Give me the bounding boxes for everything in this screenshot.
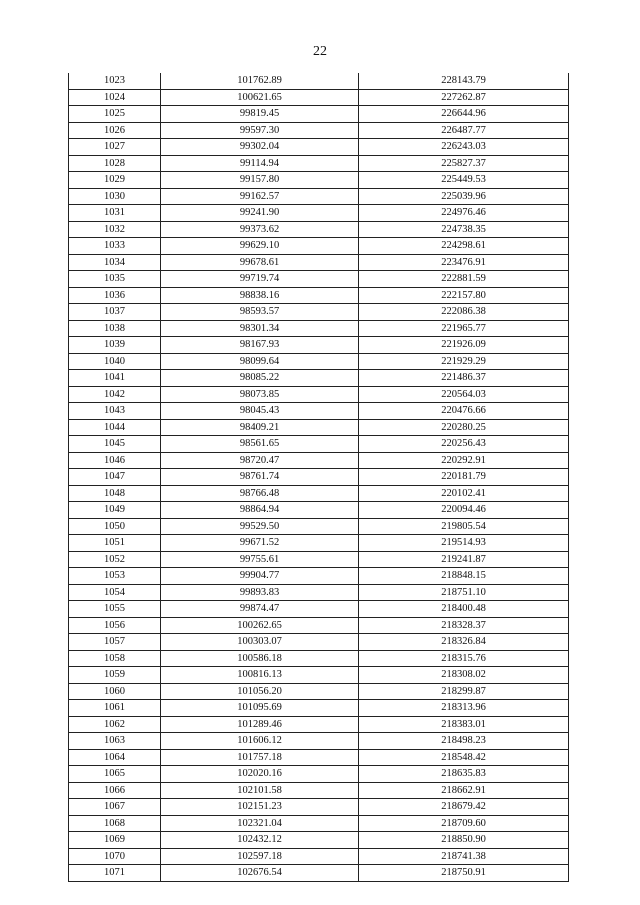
table-row [69,716,569,733]
point-number-cell: 1045 [69,436,161,453]
point-number-cell: 1033 [69,238,161,255]
y-coordinate-cell: 220476.66 [359,403,569,420]
table-row [69,485,569,502]
y-coordinate-cell: 218383.01 [359,716,569,733]
x-coordinate-cell: 99719.74 [161,271,359,288]
y-coordinate-cell: 226487.77 [359,122,569,139]
table-row [69,848,569,865]
y-coordinate-cell: 218850.90 [359,832,569,849]
x-coordinate-cell: 98167.93 [161,337,359,354]
x-coordinate-cell: 98720.47 [161,452,359,469]
point-number-cell: 1067 [69,799,161,816]
table-row [69,337,569,354]
table-row [69,634,569,651]
point-number-cell: 1070 [69,848,161,865]
y-coordinate-cell: 221486.37 [359,370,569,387]
table-row [69,733,569,750]
table-row [69,832,569,849]
point-number-cell: 1057 [69,634,161,651]
x-coordinate-cell: 99755.61 [161,551,359,568]
y-coordinate-cell: 225827.37 [359,155,569,172]
point-number-cell: 1046 [69,452,161,469]
point-number-cell: 1026 [69,122,161,139]
x-coordinate-cell: 101762.89 [161,73,359,89]
table-row [69,370,569,387]
point-number-cell: 1059 [69,667,161,684]
x-coordinate-cell: 102020.16 [161,766,359,783]
x-coordinate-cell: 101289.46 [161,716,359,733]
point-number-cell: 1042 [69,386,161,403]
y-coordinate-cell: 225449.53 [359,172,569,189]
point-number-cell: 1053 [69,568,161,585]
y-coordinate-cell: 224976.46 [359,205,569,222]
table-row [69,254,569,271]
point-number-cell: 1037 [69,304,161,321]
x-coordinate-cell: 99529.50 [161,518,359,535]
x-coordinate-cell: 98761.74 [161,469,359,486]
x-coordinate-cell: 98838.16 [161,287,359,304]
point-number-cell: 1071 [69,865,161,882]
point-number-cell: 1044 [69,419,161,436]
point-number-cell: 1055 [69,601,161,618]
y-coordinate-cell: 222086.38 [359,304,569,321]
table-row [69,139,569,156]
y-coordinate-cell: 223476.91 [359,254,569,271]
table-row [69,502,569,519]
point-number-cell: 1032 [69,221,161,238]
table-row [69,667,569,684]
x-coordinate-cell: 99157.80 [161,172,359,189]
x-coordinate-cell: 98864.94 [161,502,359,519]
table-row [69,568,569,585]
table-row [69,766,569,783]
y-coordinate-cell: 219805.54 [359,518,569,535]
point-number-cell: 1024 [69,89,161,106]
x-coordinate-cell: 102676.54 [161,865,359,882]
x-coordinate-cell: 100586.18 [161,650,359,667]
point-number-cell: 1047 [69,469,161,486]
y-coordinate-cell: 221926.09 [359,337,569,354]
x-coordinate-cell: 99373.62 [161,221,359,238]
table-row [69,782,569,799]
x-coordinate-cell: 99819.45 [161,106,359,123]
y-coordinate-cell: 218326.84 [359,634,569,651]
point-number-cell: 1054 [69,584,161,601]
x-coordinate-cell: 102101.58 [161,782,359,799]
x-coordinate-cell: 98593.57 [161,304,359,321]
table-row [69,188,569,205]
table-row [69,205,569,222]
y-coordinate-cell: 225039.96 [359,188,569,205]
point-number-cell: 1069 [69,832,161,849]
table-row [69,271,569,288]
table-row [69,221,569,238]
table-row [69,650,569,667]
point-number-cell: 1036 [69,287,161,304]
x-coordinate-cell: 99893.83 [161,584,359,601]
y-coordinate-cell: 219241.87 [359,551,569,568]
x-coordinate-cell: 101095.69 [161,700,359,717]
point-number-cell: 1056 [69,617,161,634]
x-coordinate-cell: 98561.65 [161,436,359,453]
x-coordinate-cell: 99678.61 [161,254,359,271]
y-coordinate-cell: 227262.87 [359,89,569,106]
x-coordinate-cell: 99671.52 [161,535,359,552]
point-number-cell: 1050 [69,518,161,535]
x-coordinate-cell: 98766.48 [161,485,359,502]
table-row [69,172,569,189]
table-row [69,89,569,106]
table-row [69,238,569,255]
point-number-cell: 1040 [69,353,161,370]
y-coordinate-cell: 218709.60 [359,815,569,832]
coordinates-table-body [69,73,569,881]
point-number-cell: 1041 [69,370,161,387]
point-number-cell: 1030 [69,188,161,205]
table-row [69,155,569,172]
page-number: 22 [313,44,327,59]
y-coordinate-cell: 219514.93 [359,535,569,552]
table-row [69,584,569,601]
point-number-cell: 1034 [69,254,161,271]
x-coordinate-cell: 100621.65 [161,89,359,106]
point-number-cell: 1063 [69,733,161,750]
point-number-cell: 1035 [69,271,161,288]
y-coordinate-cell: 222157.80 [359,287,569,304]
table-row [69,749,569,766]
y-coordinate-cell: 220102.41 [359,485,569,502]
coordinates-table [68,73,569,882]
point-number-cell: 1062 [69,716,161,733]
coordinates-table-container [68,73,568,882]
table-row [69,304,569,321]
table-row [69,386,569,403]
x-coordinate-cell: 99241.90 [161,205,359,222]
y-coordinate-cell: 218308.02 [359,667,569,684]
x-coordinate-cell: 100816.13 [161,667,359,684]
x-coordinate-cell: 100303.07 [161,634,359,651]
y-coordinate-cell: 220280.25 [359,419,569,436]
point-number-cell: 1049 [69,502,161,519]
table-row [69,436,569,453]
table-row [69,518,569,535]
table-row [69,535,569,552]
x-coordinate-cell: 99904.77 [161,568,359,585]
x-coordinate-cell: 102151.23 [161,799,359,816]
point-number-cell: 1066 [69,782,161,799]
y-coordinate-cell: 220094.46 [359,502,569,519]
y-coordinate-cell: 222881.59 [359,271,569,288]
table-row [69,287,569,304]
y-coordinate-cell: 218750.91 [359,865,569,882]
y-coordinate-cell: 228143.79 [359,73,569,89]
x-coordinate-cell: 98301.34 [161,320,359,337]
point-number-cell: 1065 [69,766,161,783]
point-number-cell: 1064 [69,749,161,766]
table-row [69,551,569,568]
y-coordinate-cell: 218299.87 [359,683,569,700]
y-coordinate-cell: 220564.03 [359,386,569,403]
x-coordinate-cell: 99874.47 [161,601,359,618]
x-coordinate-cell: 101056.20 [161,683,359,700]
point-number-cell: 1043 [69,403,161,420]
table-row [69,452,569,469]
table-row [69,700,569,717]
table-row [69,601,569,618]
point-number-cell: 1027 [69,139,161,156]
point-number-cell: 1029 [69,172,161,189]
point-number-cell: 1048 [69,485,161,502]
y-coordinate-cell: 218548.42 [359,749,569,766]
y-coordinate-cell: 220256.43 [359,436,569,453]
table-row [69,865,569,882]
x-coordinate-cell: 99162.57 [161,188,359,205]
x-coordinate-cell: 98045.43 [161,403,359,420]
y-coordinate-cell: 218315.76 [359,650,569,667]
y-coordinate-cell: 221965.77 [359,320,569,337]
table-row [69,683,569,700]
point-number-cell: 1028 [69,155,161,172]
x-coordinate-cell: 99114.94 [161,155,359,172]
y-coordinate-cell: 218498.23 [359,733,569,750]
table-row [69,617,569,634]
x-coordinate-cell: 101606.12 [161,733,359,750]
y-coordinate-cell: 218328.37 [359,617,569,634]
x-coordinate-cell: 98099.64 [161,353,359,370]
y-coordinate-cell: 224298.61 [359,238,569,255]
point-number-cell: 1061 [69,700,161,717]
x-coordinate-cell: 98073.85 [161,386,359,403]
table-row [69,799,569,816]
table-row [69,106,569,123]
y-coordinate-cell: 218848.15 [359,568,569,585]
x-coordinate-cell: 101757.18 [161,749,359,766]
y-coordinate-cell: 221929.29 [359,353,569,370]
point-number-cell: 1023 [69,73,161,89]
y-coordinate-cell: 218679.42 [359,799,569,816]
x-coordinate-cell: 100262.65 [161,617,359,634]
y-coordinate-cell: 218751.10 [359,584,569,601]
table-row [69,320,569,337]
table-row [69,353,569,370]
point-number-cell: 1052 [69,551,161,568]
table-row [69,403,569,420]
x-coordinate-cell: 102432.12 [161,832,359,849]
table-row [69,419,569,436]
y-coordinate-cell: 218400.48 [359,601,569,618]
table-row [69,122,569,139]
point-number-cell: 1060 [69,683,161,700]
point-number-cell: 1039 [69,337,161,354]
x-coordinate-cell: 102597.18 [161,848,359,865]
y-coordinate-cell: 218741.38 [359,848,569,865]
y-coordinate-cell: 226644.96 [359,106,569,123]
x-coordinate-cell: 98085.22 [161,370,359,387]
x-coordinate-cell: 102321.04 [161,815,359,832]
table-row [69,469,569,486]
x-coordinate-cell: 99629.10 [161,238,359,255]
y-coordinate-cell: 218635.83 [359,766,569,783]
y-coordinate-cell: 220292.91 [359,452,569,469]
x-coordinate-cell: 98409.21 [161,419,359,436]
table-row [69,73,569,89]
point-number-cell: 1058 [69,650,161,667]
point-number-cell: 1038 [69,320,161,337]
y-coordinate-cell: 218662.91 [359,782,569,799]
point-number-cell: 1068 [69,815,161,832]
y-coordinate-cell: 218313.96 [359,700,569,717]
point-number-cell: 1025 [69,106,161,123]
point-number-cell: 1051 [69,535,161,552]
x-coordinate-cell: 99302.04 [161,139,359,156]
table-row [69,815,569,832]
point-number-cell: 1031 [69,205,161,222]
y-coordinate-cell: 220181.79 [359,469,569,486]
y-coordinate-cell: 224738.35 [359,221,569,238]
x-coordinate-cell: 99597.30 [161,122,359,139]
y-coordinate-cell: 226243.03 [359,139,569,156]
